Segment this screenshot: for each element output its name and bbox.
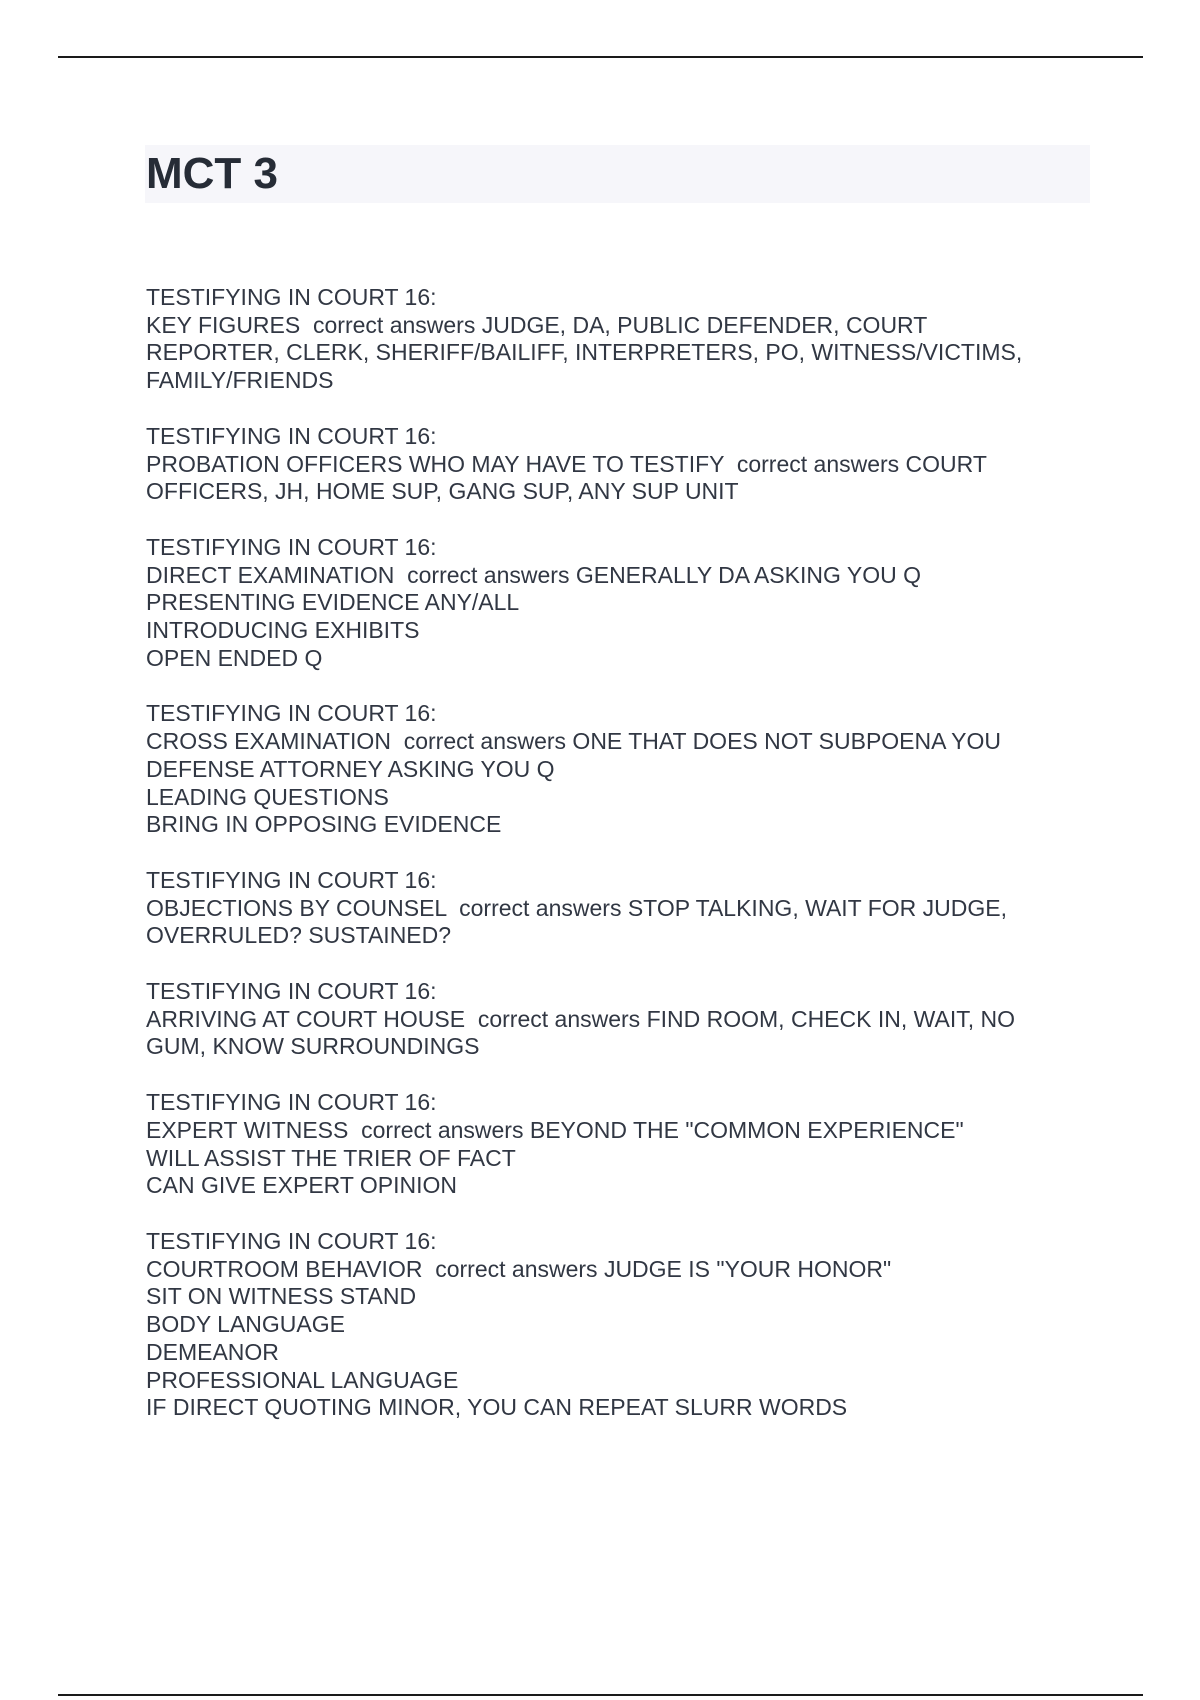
card-line: WILL ASSIST THE TRIER OF FACT <box>146 1144 516 1171</box>
flashcard <box>146 284 1106 395</box>
bottom-rule <box>58 1694 1143 1696</box>
card-line: DEMEANOR <box>146 1338 279 1365</box>
card-line: FAMILY/FRIENDS <box>146 367 334 394</box>
flashcard <box>146 700 1106 839</box>
card-heading: TESTIFYING IN COURT 16: <box>146 533 437 560</box>
card-line: OBJECTIONS BY COUNSEL correct answers STOP TALKING, WAIT FOR JUDGE, <box>146 894 1007 921</box>
card-heading: TESTIFYING IN COURT 16: <box>146 284 437 310</box>
top-rule <box>58 56 1143 58</box>
flashcard <box>146 1228 1106 1422</box>
card-line: LEADING QUESTIONS <box>146 783 389 810</box>
card-line: CAN GIVE EXPERT OPINION <box>146 1172 458 1199</box>
card-line: EXPERT WITNESS correct answers BEYOND THE "COMMON EXPERIENCE" <box>146 1116 964 1143</box>
card-line: BODY LANGUAGE <box>146 1311 345 1338</box>
card-line: GUM, KNOW SURROUNDINGS <box>146 1033 480 1060</box>
card-line: DIRECT EXAMINATION correct answers GENERALLY DA ASKING YOU Q <box>146 561 921 588</box>
card-heading: TESTIFYING IN COURT 16: <box>146 422 437 449</box>
card-line: PRESENTING EVIDENCE ANY/ALL <box>146 589 520 616</box>
card-line: DEFENSE ATTORNEY ASKING YOU Q <box>146 755 555 782</box>
flashcard <box>146 978 1106 1061</box>
card-line: SIT ON WITNESS STAND <box>146 1283 417 1310</box>
flashcard-list <box>146 284 1106 1450</box>
flashcard <box>146 534 1106 673</box>
card-line: IF DIRECT QUOTING MINOR, YOU CAN REPEAT SLURR WORDS <box>146 1394 848 1421</box>
flashcard <box>146 423 1106 506</box>
card-heading: TESTIFYING IN COURT 16: <box>146 1227 437 1254</box>
card-line: BRING IN OPPOSING EVIDENCE <box>146 811 502 838</box>
card-line: REPORTER, CLERK, SHERIFF/BAILIFF, INTERPRETERS, PO, WITNESS/VICTIMS, <box>146 339 1023 366</box>
card-line: OPEN ENDED Q <box>146 644 323 671</box>
flashcard <box>146 1089 1106 1200</box>
card-heading: TESTIFYING IN COURT 16: <box>146 700 437 727</box>
card-line: INTRODUCING EXHIBITS <box>146 617 420 644</box>
card-line: OVERRULED? SUSTAINED? <box>146 922 452 949</box>
card-line: OFFICERS, JH, HOME SUP, GANG SUP, ANY SUP UNIT <box>146 478 739 505</box>
card-line: ARRIVING AT COURT HOUSE correct answers FIND ROOM, CHECK IN, WAIT, NO <box>146 1005 1016 1032</box>
title-band <box>145 145 1090 203</box>
card-heading: TESTIFYING IN COURT 16: <box>146 978 437 1005</box>
card-heading: TESTIFYING IN COURT 16: <box>146 1089 437 1116</box>
card-line: COURTROOM BEHAVIOR correct answers JUDGE IS "YOUR HONOR" <box>146 1255 892 1282</box>
card-line: PROBATION OFFICERS WHO MAY HAVE TO TESTIFY correct answers COURT <box>146 450 987 477</box>
page-title: MCT 3 <box>146 149 278 198</box>
card-heading: TESTIFYING IN COURT 16: <box>146 866 437 893</box>
card-line: PROFESSIONAL LANGUAGE <box>146 1366 459 1393</box>
flashcard <box>146 867 1106 950</box>
card-line: CROSS EXAMINATION correct answers ONE THAT DOES NOT SUBPOENA YOU <box>146 728 1002 755</box>
card-line: KEY FIGURES correct answers JUDGE, DA, PUBLIC DEFENDER, COURT <box>146 311 928 338</box>
